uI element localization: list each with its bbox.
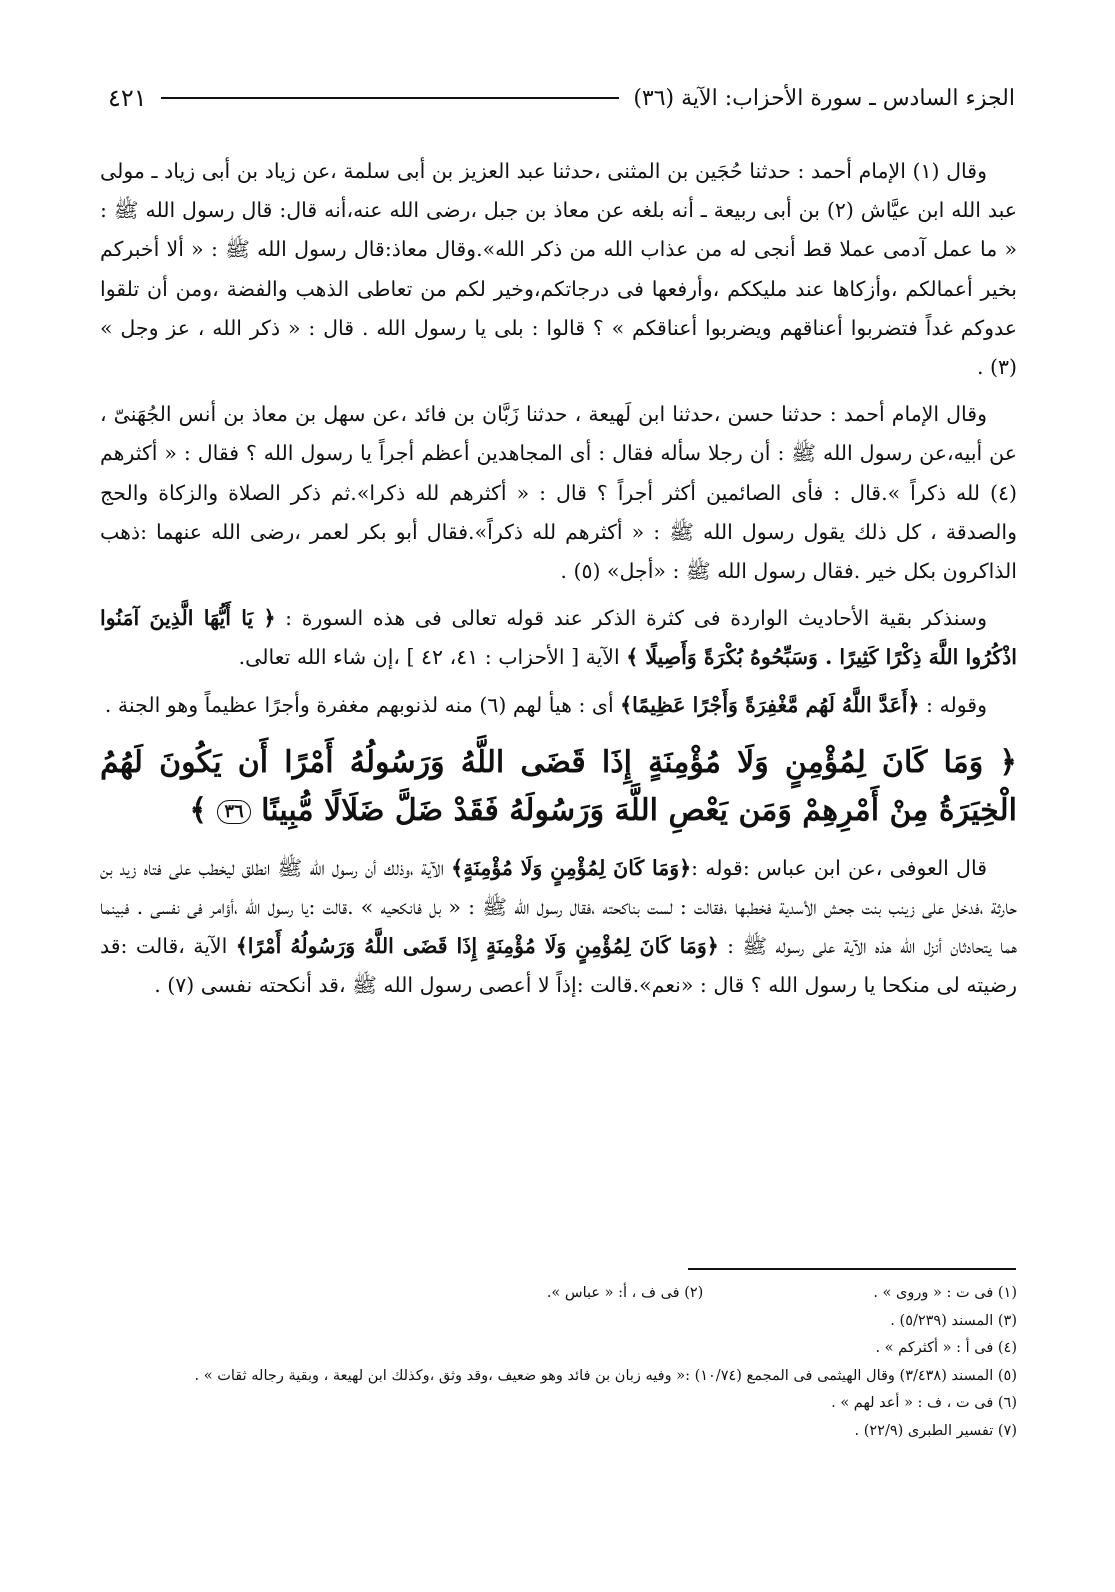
running-title: الجزء السادس ـ سورة الأحزاب: الآية (٣٦) xyxy=(633,85,1015,111)
page-number: ٤٢١ xyxy=(108,84,147,112)
footnote-6: (٦) فى ت ، ف : « أعد لهم » . xyxy=(831,1395,1017,1411)
main-text xyxy=(100,152,1017,1014)
paragraph-2: وقال الإمام أحمد : حدثنا حسن ،حدثنا ابن لَهيعة ، حدثنا زَبَّان بن فائد ،عن سهل بن معاذ بن أنس الجُهَنىّ ، عن أبيه،عن رسول الله ﷺ : أن رجلا سأله فقال : أى المجاهدين أعظم أجراً يا رسول الله ؟ فقال : « أكثرهم (٤) لله ذكراً ».قال : فأى الصائمين أكثر أجراً ؟ قال : « أكثرهم لله ذكرا».ثم ذكر الصلاة والزكاة والحج والصدقة ، كل ذلك يقول رسول الله ﷺ : « أكثرهم لله ذكراً».فقال أبو بكر لعمر ،رضى الله عنهما :ذهب الذاكرون بكل خير .فقال رسول الله ﷺ : «أجل» (٥) . xyxy=(100,402,1017,584)
quran-quote: ﴿ يَا أَيُّهَا الَّذِينَ آمَنُوا اذْكُرُوا اللَّهَ ذِكْرًا كَثِيرًا . وَسَبِّحُوهُ بُكْرَةً وَأَصِيلًا ﴾ xyxy=(100,606,1017,670)
footnote-5: (٥) المسند (٣/٤٣٨) وقال الهيثمى فى المجمع (١٠/٧٤) :« وفيه زبان بن فائد وهو ضعيف ،وقد وثق ،وكذلك ابن لهيعة ، وبقية رجاله ثقات » . xyxy=(194,1367,1017,1384)
footnote-4: (٤) فى أ : « أكثركم » . xyxy=(875,1340,1017,1356)
paragraph-3 xyxy=(100,599,1017,677)
featured-verse xyxy=(100,739,1017,835)
footnote-rule xyxy=(688,1268,1016,1270)
paragraph-5 xyxy=(100,849,1017,1006)
verse-close-bracket: ﴾ xyxy=(189,792,207,828)
quran-quote: ﴿أَعَدَّ اللَّهُ لَهُم مَّغْفِرَةً وَأَجْرًا عَظِيمًا﴾ xyxy=(620,692,920,717)
paragraph-4-text-b: أى : هيأ لهم (٦) منه لذنوبهم مغفرة وأجرًا عظيماً وهو الجنة . xyxy=(104,692,621,717)
verse-text: ﴿ وَمَا كَانَ لِمُؤْمِنٍ وَلَا مُؤْمِنَةٍ إِذَا قَضَى اللَّهُ وَرَسُولُهُ أَمْرًا أَن يَكُونَ لَهُمُ الْخِيَرَةُ مِنْ أَمْرِهِمْ وَمَن يَعْصِ اللَّهَ وَرَسُولَهُ فَقَدْ ضَلَّ ضَلَالًا مُّبِينًا xyxy=(100,744,1017,828)
paragraph-4-text-a: وقوله : xyxy=(919,692,987,717)
paragraph-5-text-c: الآية ،قالت :قد رضيته لى منكحا يا رسول الله ؟ قال : «نعم».قالت :إذاً لا أعصى رسول الله ﷺ ،قد أنكحته نفسى (٧) . xyxy=(100,934,1017,998)
page-header xyxy=(108,84,1015,112)
paragraph-1: وقال (١) الإمام أحمد : حدثنا حُجَين بن المثنى ،حدثنا عبد العزيز بن أبى سلمة ،عن زياد بن أبى زياد ـ مولى عبد الله ابن عيَّاش (٢) بن أبى ربيعة ـ أنه بلغه عن معاذ بن جبل ،رضى الله عنه،أنه قال: قال رسول الله ﷺ : « ما عمل آدمى عملا قط أنجى له من عذاب الله من ذكر الله».وقال معاذ:قال رسول الله ﷺ : « ألا أخبركم بخير أعمالكم ،وأزكاها عند مليككم ،وأرفعها فى درجاتكم،وخير لكم من تعاطى الذهب والفضة ،ومن أن تلقوا عدوكم غداً فتضربوا أعناقهم ويضربوا أعناقكم » ؟ قالوا : بلى يا رسول الله . قال : « ذكر الله ، عز وجل » (٣) . xyxy=(100,159,1017,380)
paragraph-3-text-a: وسنذكر بقية الأحاديث الواردة فى كثرة الذكر عند قوله تعالى فى هذه السورة : xyxy=(275,606,987,631)
paragraph-4 xyxy=(100,686,1017,725)
verse-number-badge: ٣٦ xyxy=(217,800,250,824)
quran-quote: ﴿وَمَا كَانَ لِمُؤْمِنٍ وَلَا مُؤْمِنَةٍ إِذَا قَضَى اللَّهُ وَرَسُولُهُ أَمْرًا﴾ xyxy=(235,934,719,959)
quran-quote: ﴿وَمَا كَانَ لِمُؤْمِنٍ وَلَا مُؤْمِنَةٍ﴾ xyxy=(451,855,692,880)
paragraph-3-text-b: الآية [ الأحزاب : ٤١، ٤٢ ] ،إن شاء الله تعالى. xyxy=(238,645,627,670)
footnote-7: (٧) تفسير الطبرى (٢٢/٩) . xyxy=(854,1422,1017,1439)
footnote-3: (٣) المسند (٥/٢٣٩) . xyxy=(890,1312,1017,1329)
footnotes xyxy=(100,1280,1017,1445)
paragraph-5-text-a: قال العوفى ،عن ابن عباس :قوله : xyxy=(691,855,987,880)
footnote-row xyxy=(100,1280,1017,1308)
footnote-1: (١) فى ت : « وروى » . xyxy=(873,1285,1017,1301)
footnote-2: (٢) فى ف ، أ: « عباس ». xyxy=(546,1285,704,1301)
header-rule xyxy=(161,97,620,99)
paragraph-5-text-b: الآية ،وذلك أن رسول الله ﷺ انطلق ليخطب على فتاه زيد بن حارثة ،فدخل على زينب بنت جحش الأسدية فخطبها ،فقالت : لست بناكحته ،فقال رسول الله ﷺ : « بل فانكحيه » .قالت :يا رسول الله ،أؤامر فى نفسى . فبينما هما يتحادثان أنزل الله هذه الآية على رسوله ﷺ : xyxy=(100,855,1017,959)
